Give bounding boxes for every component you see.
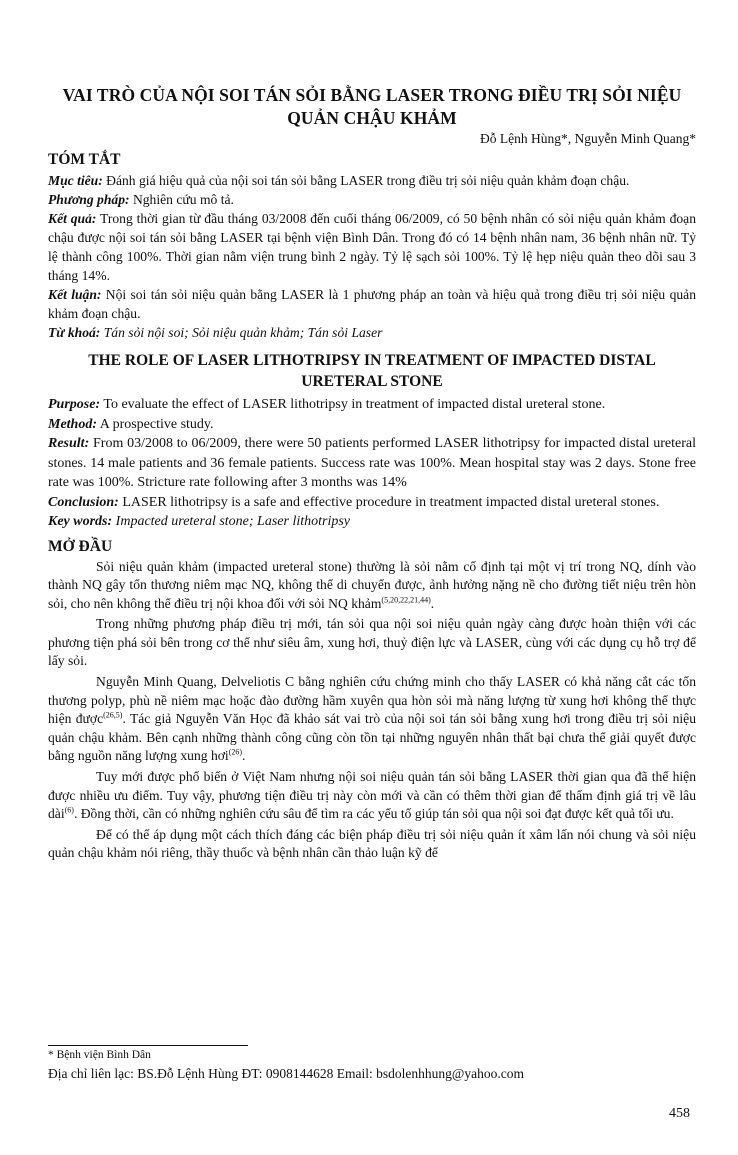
footnote-rule: [48, 1045, 248, 1046]
vn-method-label: Phương pháp:: [48, 192, 130, 207]
vn-method-text: Nghiên cứu mô tả.: [129, 192, 234, 207]
en-conclusion: [48, 493, 696, 513]
en-method-label: Method:: [48, 416, 97, 432]
en-keywords-label: Key words:: [48, 514, 113, 529]
en-method-text: A prospective study.: [97, 416, 214, 432]
en-keywords-text: Impacted ureteral stone; Laser lithotripsy: [112, 514, 351, 529]
vn-conclusion: [48, 285, 696, 323]
en-purpose-text: To evaluate the effect of LASER lithotripsy in treatment of impacted distal ureteral stone.: [100, 397, 606, 412]
vn-objective: [48, 171, 696, 190]
citation-ref: (5,20,22,21,44): [381, 595, 431, 605]
vn-keywords-label: Từ khoá:: [48, 325, 101, 340]
intro-p1-text: Sỏi niệu quản khảm (impacted ureteral stone) thường là sỏi nằm cố định tại một vị trí trong NQ, dính vào thành NQ gây tổn thương niêm mạc NQ, không thể di chuyển được, ảnh hưởng nặng nề cho đường tiết niệu trên hòn sỏi, cho nên không thể điều trị nội khoa đối với sỏi NQ khảm: [48, 558, 696, 611]
intro-paragraph-3: [48, 673, 696, 766]
footnote-affiliation: * Bệnh viện Bình Dân: [48, 1049, 151, 1061]
intro-p3-end: .: [242, 748, 246, 764]
vn-result-label: Kết quả:: [48, 211, 97, 226]
intro-p1-end: .: [430, 595, 435, 611]
en-result: [48, 434, 696, 493]
vn-keywords-text: Tán sỏi nội soi; Sỏi niệu quản khảm; Tán sỏi Laser: [100, 325, 383, 340]
intro-p3a-text: Nguyễn Minh Quang, Delveliotis C bằng nghiên cứu chứng minh cho thấy LASER có khả năng cắt các tổn thương polyp, phù nề niêm mạc hoặc đào đường hầm xuyên qua hòn sỏi mà năng lượng từ xung hơi không thể thực hiện được: [48, 674, 696, 727]
english-abstract: [48, 350, 696, 532]
intro-paragraph-1: [48, 558, 696, 614]
vn-result: [48, 209, 696, 285]
vn-objective-text: Đánh giá hiệu quả của nội soi tán sỏi bằng LASER trong điều trị sỏi niệu quản khảm đoạn chậu.: [102, 173, 630, 188]
footnote-contact: Địa chỉ liên lạc: BS.Đỗ Lệnh Hùng ĐT: 0908144628 Email: bsdolenhhung@yahoo.com: [48, 1066, 524, 1081]
summary-heading: TÓM TẮT: [48, 151, 121, 168]
en-conclusion-text: LASER lithotripsy is a safe and effective procedure in treatment impacted distal ureteral stones.: [118, 494, 660, 510]
vn-conclusion-label: Kết luận:: [48, 287, 102, 302]
citation-ref: (26,5): [103, 710, 123, 720]
vn-result-text: Trong thời gian từ đầu tháng 03/2008 đến cuối tháng 06/2009, có 50 bệnh nhân có sỏi niệu quản khảm đoạn chậu được nội soi tán sỏi bằng LASER tại bệnh viện Bình Dân. Trong đó có 14 bệnh nhân nam, 36 bệnh nhân nữ. Tỷ lệ thành công 100%. Thời gian nằm viện trung bình 2 ngày. Tỷ lệ sạch sỏi 100%. Tỷ lệ hẹp niệu quản theo dõi sau 3 tháng 14%.: [48, 211, 696, 283]
intro-p4a-text: Tuy mới được phổ biến ở Việt Nam nhưng nội soi niệu quản tán sỏi bằng LASER thời gian qua đã thể hiện được nhiều ưu điểm. Tuy vậy, phương tiện điều trị này còn mới và cần có thêm thời gian để thẩm định giá trị về lâu dài: [48, 769, 696, 822]
intro-paragraph-2: Trong những phương pháp điều trị mới, tán sỏi qua nội soi niệu quản ngày càng được hoàn thiện với các phương tiện phá sỏi bên trong cơ thể như siêu âm, xung hơi, thuỷ điện lực và LASER, cùng với các dụng cụ hỗ trợ để lấy sỏi.: [48, 616, 696, 669]
page-number: 458: [669, 1106, 690, 1121]
article: [48, 84, 696, 865]
intro-body: [48, 558, 696, 864]
en-purpose-label: Purpose:: [48, 397, 101, 412]
intro-p4b-text: . Đồng thời, cần có những nghiên cứu sâu để tìm ra các yếu tố giúp tán sỏi qua nội soi đạt được kết quả tối ưu.: [73, 806, 674, 822]
en-purpose: [48, 395, 696, 415]
vn-keywords: [48, 323, 696, 342]
en-result-text: From 03/2008 to 06/2009, there were 50 patients performed LASER lithotripsy for impacted distal ureteral stones. 14 male patients and 36 female patients. Success rate was 100%. Mean hospital stay was 2 days. Stone free rate was 100%. Stricture rate following after 3 months was 14%: [48, 436, 696, 490]
en-result-label: Result:: [48, 436, 90, 451]
intro-paragraph-4: [48, 768, 696, 824]
citation-ref: (26): [228, 747, 243, 757]
en-conclusion-label: Conclusion:: [48, 494, 119, 510]
vn-objective-label: Mục tiêu:: [48, 173, 103, 188]
intro-paragraph-5: Để có thể áp dụng một cách thích đáng các biện pháp điều trị sỏi niệu quản ít xâm lấn nói chung và sỏi niệu quản chậu khảm nói riêng, thầy thuốc và bệnh nhân cần thảo luận kỹ để: [48, 826, 696, 861]
authors: Đỗ Lệnh Hùng*, Nguyễn Minh Quang*: [480, 131, 696, 146]
vietnamese-title: VAI TRÒ CỦA NỘI SOI TÁN SỎI BẰNG LASER TRONG ĐIỀU TRỊ SỎI NIỆU QUẢN CHẬU KHẢM: [62, 85, 682, 128]
intro-p3b-text: . Tác giả Nguyễn Văn Học đã khảo sát vai trò của nội soi tán sỏi bằng xung hơi trong điều trị sỏi niệu quản chậu khảm. Bên cạnh những thành công cũng còn tồn tại những nguyên nhân thất bại chưa thể giải quyết được bằng nguồn năng lượng xung hơi: [48, 711, 696, 764]
en-keywords: [48, 512, 696, 532]
vn-conclusion-text: Nội soi tán sỏi niệu quản bằng LASER là 1 phương pháp an toàn và hiệu quả trong điều trị sỏi niệu quản khảm đoạn chậu.: [48, 287, 696, 321]
english-title: THE ROLE OF LASER LITHOTRIPSY IN TREATMENT OF IMPACTED DISTAL URETERAL STONE: [88, 352, 656, 390]
intro-heading: MỞ ĐẦU: [48, 537, 113, 555]
vn-method: [48, 190, 696, 209]
citation-ref: (6): [64, 805, 74, 815]
en-method: [48, 415, 696, 435]
